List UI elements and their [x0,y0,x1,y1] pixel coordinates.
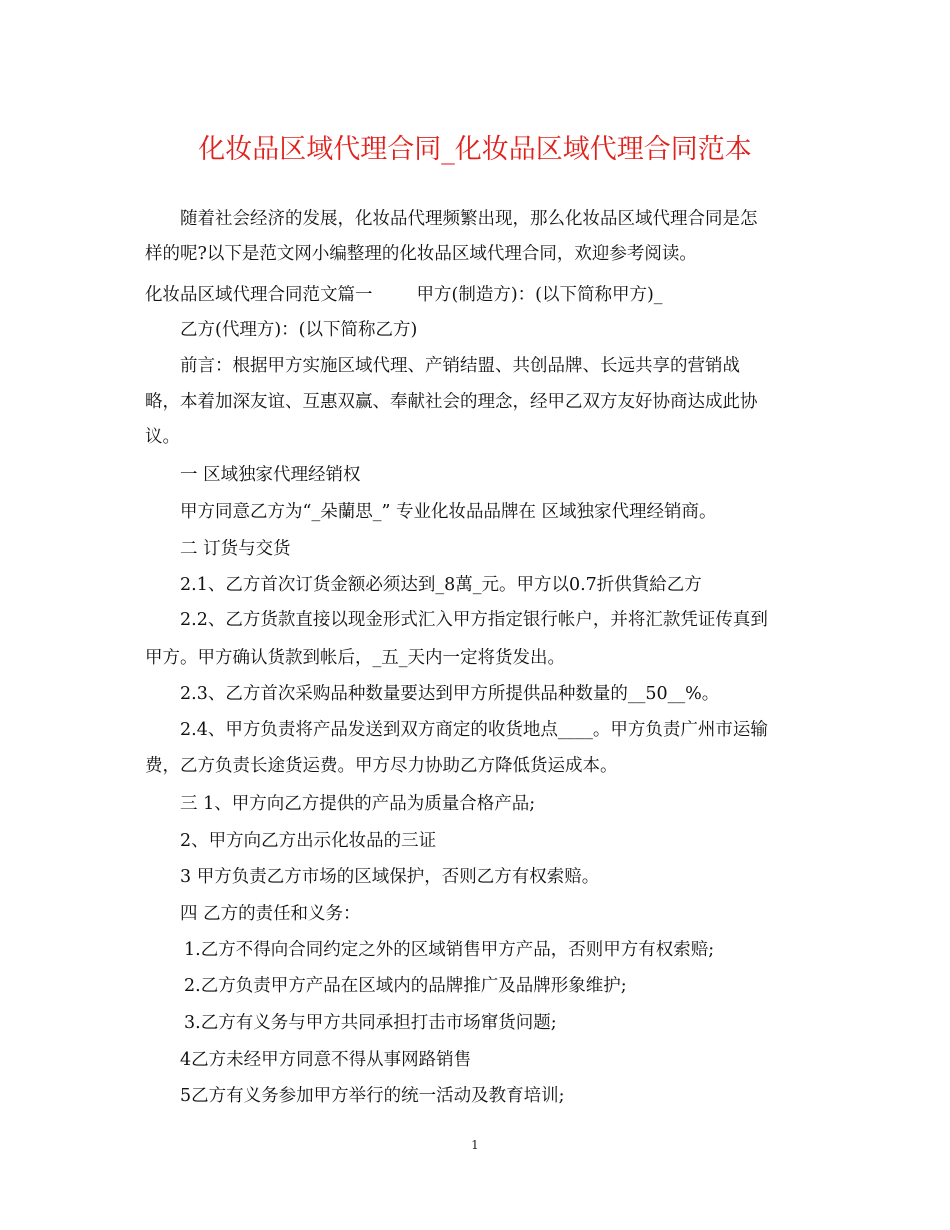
section-2-heading: 二 订货与交货 [180,539,291,559]
page-number: 1 [471,1138,479,1152]
section-2-item-4-line-1: 2.4、甲方负责将产品发送到双方商定的收货地点____。甲方负责广州市运输 [180,720,768,740]
sample-heading-row [145,283,663,307]
preface-line-2: 略，本着加深友谊、互惠双赢、奉献社会的理念，经甲乙双方友好协商达成此协 [145,392,758,412]
section-4-item-3: 3.乙方有义务与甲方共同承担打击市场窜货问题; [184,1013,557,1033]
section-4-item-5: 5乙方有义务参加甲方举行的统一活动及教育培训; [180,1086,565,1106]
section-2-item-2-line-2: 甲方。甲方确认货款到帐后，_五_天内一定将货发出。 [145,648,565,668]
party-a-line: 甲方(制造方)：(以下简称甲方)_ [416,285,663,305]
preface-line-3: 议。 [145,427,180,447]
section-4-item-1: 1.乙方不得向合同约定之外的区域销售甲方产品，否则甲方有权索赔; [184,940,715,960]
section-1-heading: 一 区域独家代理经销权 [180,465,361,485]
section-3-item-3: 3 甲方负责乙方市场的区域保护，否则乙方有权索赔。 [180,867,600,887]
intro-line-1: 随着社会经济的发展，化妆品代理频繁出现，那么化妆品区域代理合同是怎 [180,209,758,229]
section-2-item-1: 2.1、乙方首次订货金额必须达到_8萬_元。甲方以0.7折供貨給乙方 [180,575,702,595]
section-3-item-1: 三 1、甲方向乙方提供的产品为质量合格产品; [180,794,536,814]
sample-heading: 化妆品区域代理合同范文篇一 [145,285,373,305]
party-b-line: 乙方(代理方)：(以下简称乙方) [180,320,418,340]
intro-line-2: 样的呢?以下是范文网小编整理的化妆品区域代理合同，欢迎参考阅读。 [145,244,697,264]
section-2-item-4-line-2: 费，乙方负责长途货运费。甲方尽力协助乙方降低货运成本。 [145,756,618,776]
section-2-item-2-line-1: 2.2、乙方货款直接以现金形式汇入甲方指定银行帐户，并将汇款凭证传真到 [180,610,768,630]
preface-line-1: 前言：根据甲方实施区域代理、产销结盟、共创品牌、长远共享的营销战 [180,356,740,376]
section-4-item-4: 4乙方未经甲方同意不得从事网路销售 [180,1050,472,1070]
section-1-text: 甲方同意乙方为“_朵蘭思_” 专业化妆品品牌在 区域独家代理经销商。 [180,502,717,522]
document-title: 化妆品区域代理合同_化妆品区域代理合同范本 [198,134,752,165]
section-4-heading: 四 乙方的责任和义务： [180,904,361,924]
section-3-item-2: 2、甲方向乙方出示化妆品的三证 [180,831,437,851]
section-2-item-3: 2.3、乙方首次采购品种数量要达到甲方所提供品种数量的__50__%。 [180,684,720,704]
section-4-item-2: 2.乙方负责甲方产品在区域内的品牌推广及品牌形象维护; [184,976,627,996]
